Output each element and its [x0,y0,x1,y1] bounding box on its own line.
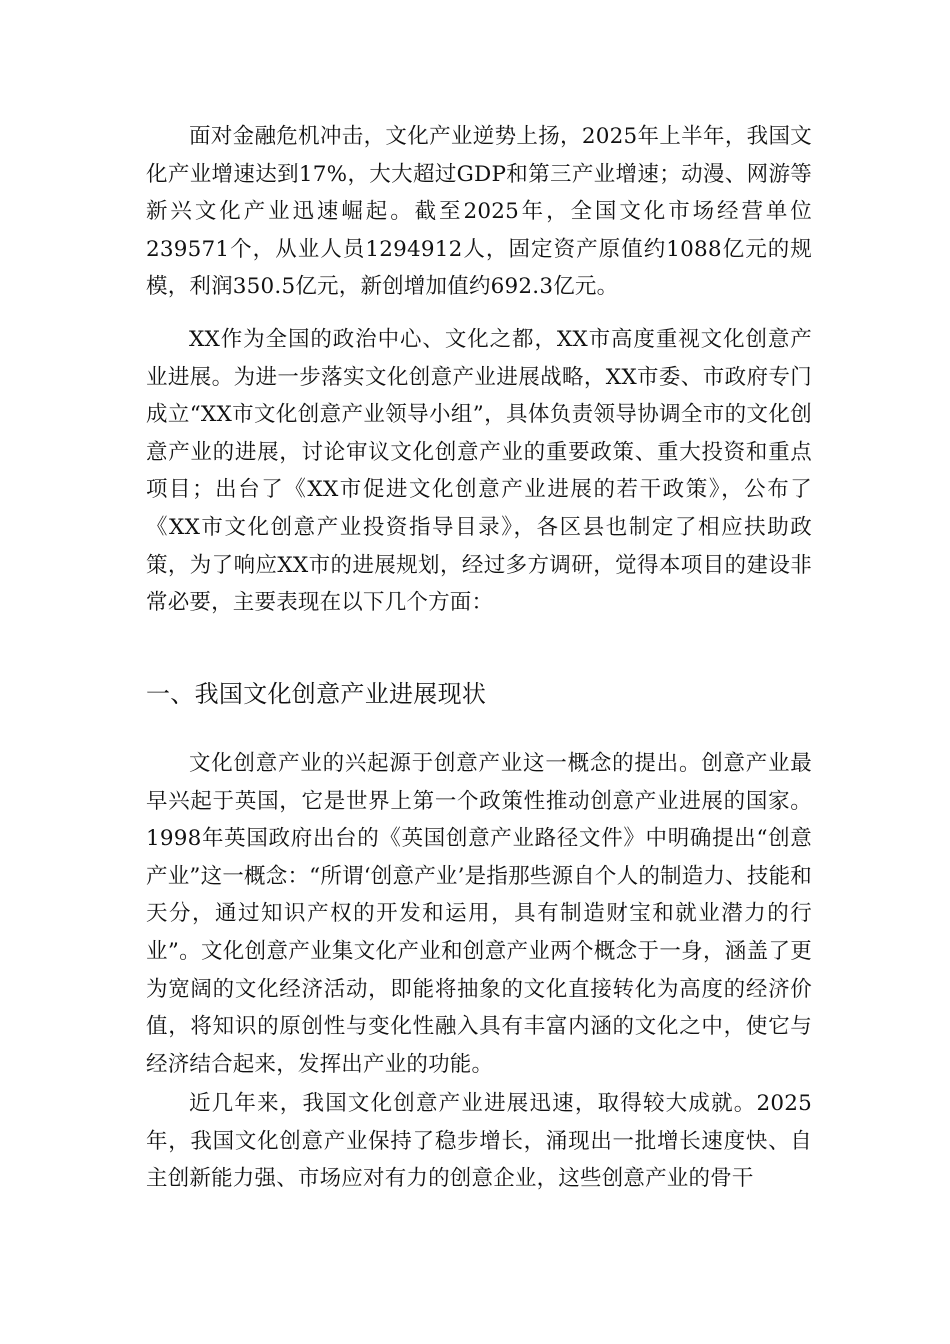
body-paragraph: 面对金融危机冲击，文化产业逆势上扬，2025年上半年，我国文化产业增速达到17%，大大超过GDP和第三产业增速；动漫、网游等新兴文化产业迅速崛起。截至2025年，全国文化市场经营单位239571个，从业人员1294912人，固定资产原值约1088亿元的规模，利润350.5亿元，新创增加值约692.3亿元。 [146,124,812,300]
body-paragraph: XX作为全国的政治中心、文化之都，XX市高度重视文化创意产业进展。为进一步落实文化创意产业进展战略，XX市委、市政府专门成立“XX市文化创意产业领导小组”，具体负责领导协调全市的文化创意产业的进展，讨论审议文化创意产业的重要政策、重大投资和重点项目；出台了《XX市促进文化创意产业进展的若干政策》，公布了《XX市文化创意产业投资指导目录》，各区县也制定了相应扶助政策，为了响应XX市的进展规划，经过多方调研，觉得本项目的建设非常必要，主要表现在以下几个方面： [146,327,812,616]
body-paragraph: 近几年来，我国文化创意产业进展迅速，取得较大成就。2025年，我国文化创意产业保持了稳步增长，涌现出一批增长速度快、自主创新能力强、市场应对有力的创意企业，这些创意产业的骨干 [146,1091,812,1192]
body-paragraph: 文化创意产业的兴起源于创意产业这一概念的提出。创意产业最早兴起于英国，它是世界上第一个政策性推动创意产业进展的国家。1998年英国政府出台的《英国创意产业路径文件》中明确提出“创意产业”这一概念：“所谓‘创意产业’是指那些源自个人的制造力、技能和天分，通过知识产权的开发和运用，具有制造财宝和就业潜力的行业”。文化创意产业集文化产业和创意产业两个概念于一身，涵盖了更为宽阔的文化经济活动，即能将抽象的文化直接转化为高度的经济价值，将知识的原创性与变化性融入具有丰富内涵的文化之中，使它与经济结合起来，发挥出产业的功能。 [146,751,812,1077]
section-heading: 一、我国文化创意产业进展现状 [146,680,487,708]
